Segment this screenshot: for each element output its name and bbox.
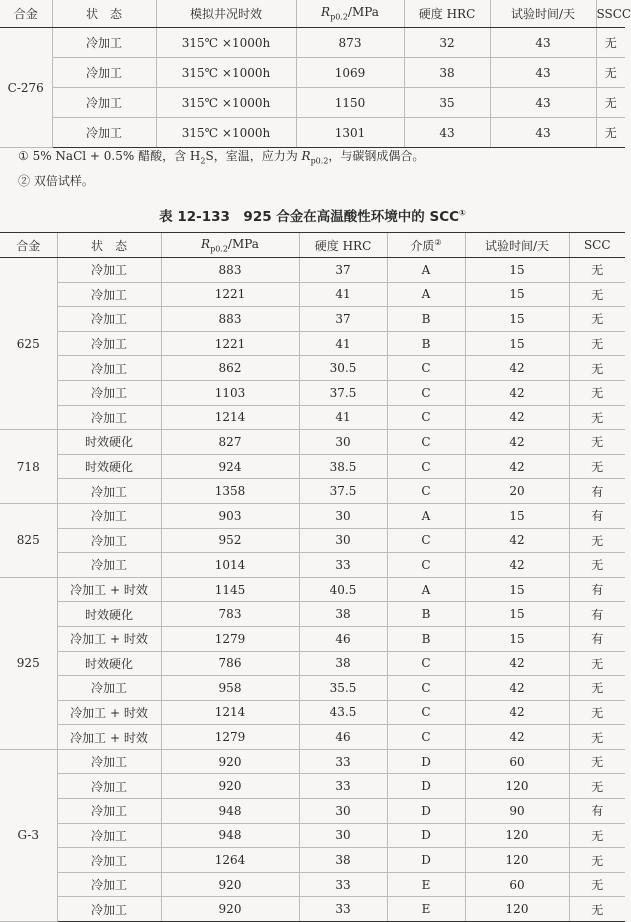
cell-aging: 315℃ ×1000h: [156, 88, 296, 118]
col-alloy: 合金: [0, 233, 57, 258]
table-row: [0, 118, 625, 148]
table-row: [0, 872, 625, 897]
cell-scc: 无: [569, 749, 625, 774]
cell-state: 冷加工: [57, 282, 161, 307]
table-row: [0, 528, 625, 553]
alloy-cell: G-3: [0, 749, 57, 921]
cell-state: 冷加工: [57, 553, 161, 578]
cell-state: 冷加工: [57, 848, 161, 873]
table-row: [0, 676, 625, 701]
cell-test-days: 42: [465, 651, 569, 676]
table-row: [0, 725, 625, 750]
table-row: [0, 331, 625, 356]
cell-test-days: 43: [490, 118, 596, 148]
cell-test-days: 42: [465, 356, 569, 381]
cell-state: 冷加工: [57, 872, 161, 897]
cell-scc: 无: [569, 848, 625, 873]
cell-scc: 无: [569, 725, 625, 750]
cell-test-days: 42: [465, 725, 569, 750]
cell-yield: 783: [161, 602, 299, 627]
col-sscc: SSCC: [596, 0, 625, 28]
cell-hardness: 30: [299, 503, 387, 528]
table-row: [0, 577, 625, 602]
cell-yield: 920: [161, 897, 299, 922]
cell-scc: 无: [569, 454, 625, 479]
col-alloy: 合金: [0, 0, 52, 28]
cell-medium: C: [387, 430, 465, 455]
table-row: [0, 651, 625, 676]
cell-state: 冷加工 + 时效: [57, 626, 161, 651]
cell-medium: C: [387, 553, 465, 578]
cell-scc: 无: [569, 528, 625, 553]
cell-state: 冷加工: [52, 58, 156, 88]
cell-hardness: 30: [299, 430, 387, 455]
cell-medium: D: [387, 749, 465, 774]
cell-hardness: 46: [299, 725, 387, 750]
cell-state: 冷加工: [52, 88, 156, 118]
cell-yield: 1221: [161, 282, 299, 307]
cell-scc: 无: [569, 356, 625, 381]
cell-hardness: 46: [299, 626, 387, 651]
table-header: [0, 233, 625, 258]
cell-hardness: 32: [404, 28, 490, 58]
cell-state: 冷加工: [52, 28, 156, 58]
table-row: [0, 454, 625, 479]
table-row: [0, 897, 625, 922]
col-state: 状 态: [52, 0, 156, 28]
cell-state: 冷加工: [57, 774, 161, 799]
cell-scc: 无: [569, 897, 625, 922]
alloy-cell: 625: [0, 258, 57, 430]
cell-aging: 315℃ ×1000h: [156, 118, 296, 148]
cell-scc: 有: [569, 503, 625, 528]
cell-state: 冷加工: [57, 823, 161, 848]
cell-medium: C: [387, 479, 465, 504]
cell-state: 冷加工: [57, 799, 161, 824]
cell-hardness: 37.5: [299, 479, 387, 504]
cell-medium: C: [387, 405, 465, 430]
col-yield: $R_{p0.2}$/MPa: [296, 0, 404, 28]
cell-hardness: 33: [299, 749, 387, 774]
cell-yield: 952: [161, 528, 299, 553]
cell-medium: E: [387, 872, 465, 897]
table-row: [0, 282, 625, 307]
alloy-cell: 825: [0, 503, 57, 577]
cell-medium: C: [387, 380, 465, 405]
cell-hardness: 30: [299, 823, 387, 848]
cell-yield: 883: [161, 307, 299, 332]
cell-test-days: 42: [465, 700, 569, 725]
cell-scc: 有: [569, 577, 625, 602]
cell-yield: 1214: [161, 405, 299, 430]
cell-test-days: 120: [465, 774, 569, 799]
cell-hardness: 33: [299, 872, 387, 897]
cell-test-days: 42: [465, 553, 569, 578]
cell-state: 冷加工: [57, 503, 161, 528]
cell-medium: B: [387, 602, 465, 627]
cell-yield: 1014: [161, 553, 299, 578]
cell-yield: 1358: [161, 479, 299, 504]
cell-medium: B: [387, 331, 465, 356]
cell-test-days: 43: [490, 88, 596, 118]
cell-hardness: 30.5: [299, 356, 387, 381]
cell-yield: 827: [161, 430, 299, 455]
cell-state: 冷加工: [57, 331, 161, 356]
cell-hardness: 38: [299, 651, 387, 676]
cell-test-days: 15: [465, 307, 569, 332]
cell-hardness: 43.5: [299, 700, 387, 725]
cell-medium: A: [387, 577, 465, 602]
cell-scc: 无: [569, 331, 625, 356]
cell-medium: C: [387, 528, 465, 553]
cell-scc: 无: [569, 430, 625, 455]
cell-scc: 有: [569, 626, 625, 651]
table-row: [0, 749, 625, 774]
col-yield: $R_{p0.2}$/MPa: [161, 233, 299, 258]
table-row: [0, 28, 625, 58]
cell-test-days: 42: [465, 405, 569, 430]
cell-scc: 无: [569, 258, 625, 283]
cell-yield: 1279: [161, 626, 299, 651]
cell-yield: 883: [161, 258, 299, 283]
col-aging: 模拟井况时效: [156, 0, 296, 28]
cell-scc: 无: [569, 676, 625, 701]
table-12-133-scc: [0, 232, 625, 922]
table-row: [0, 258, 625, 283]
cell-scc: 无: [569, 282, 625, 307]
cell-state: 冷加工 + 时效: [57, 725, 161, 750]
cell-sscc: 无: [596, 58, 625, 88]
cell-medium: A: [387, 282, 465, 307]
cell-yield: 1103: [161, 380, 299, 405]
cell-hardness: 41: [299, 405, 387, 430]
cell-test-days: 60: [465, 872, 569, 897]
table-row: [0, 799, 625, 824]
cell-hardness: 37.5: [299, 380, 387, 405]
cell-test-days: 15: [465, 602, 569, 627]
cell-medium: C: [387, 454, 465, 479]
cell-test-days: 60: [465, 749, 569, 774]
col-scc: SCC: [569, 233, 625, 258]
cell-test-days: 42: [465, 454, 569, 479]
cell-test-days: 15: [465, 258, 569, 283]
cell-hardness: 33: [299, 553, 387, 578]
cell-yield: 786: [161, 651, 299, 676]
cell-hardness: 37: [299, 307, 387, 332]
cell-state: 冷加工: [57, 897, 161, 922]
cell-scc: 无: [569, 405, 625, 430]
cell-hardness: 37: [299, 258, 387, 283]
cell-medium: C: [387, 700, 465, 725]
cell-state: 冷加工: [57, 258, 161, 283]
cell-state: 时效硬化: [57, 454, 161, 479]
table-row: [0, 307, 625, 332]
cell-hardness: 40.5: [299, 577, 387, 602]
table-row: [0, 356, 625, 381]
cell-hardness: 30: [299, 799, 387, 824]
cell-hardness: 38: [404, 58, 490, 88]
cell-hardness: 43: [404, 118, 490, 148]
cell-test-days: 42: [465, 528, 569, 553]
footnote-1: ① 5% NaCl + 0.5% 醋酸，含 $H_2S$，室温，应力为 $R_{p0.2}$，与碳钢成偶合。: [18, 149, 425, 166]
table-row: [0, 58, 625, 88]
cell-test-days: 43: [490, 28, 596, 58]
cell-hardness: 41: [299, 282, 387, 307]
cell-test-days: 120: [465, 848, 569, 873]
table-row: [0, 503, 625, 528]
cell-state: 时效硬化: [57, 430, 161, 455]
table-row: [0, 479, 625, 504]
alloy-cell: 718: [0, 430, 57, 504]
table-12-132-c276: [0, 0, 631, 148]
cell-medium: B: [387, 626, 465, 651]
cell-test-days: 42: [465, 676, 569, 701]
cell-yield: 1145: [161, 577, 299, 602]
cell-yield: 920: [161, 774, 299, 799]
cell-test-days: 15: [465, 331, 569, 356]
cell-state: 冷加工: [57, 380, 161, 405]
cell-scc: 无: [569, 823, 625, 848]
table-row: [0, 774, 625, 799]
cell-state: 冷加工: [57, 749, 161, 774]
col-test-days: 试验时间/天: [490, 0, 596, 28]
cell-yield: 1214: [161, 700, 299, 725]
table-row: [0, 88, 625, 118]
cell-hardness: 38.5: [299, 454, 387, 479]
cell-sscc: 无: [596, 118, 625, 148]
cell-yield: 924: [161, 454, 299, 479]
cell-yield: 920: [161, 872, 299, 897]
cell-test-days: 120: [465, 897, 569, 922]
cell-medium: C: [387, 356, 465, 381]
cell-scc: 无: [569, 700, 625, 725]
cell-sscc: 无: [596, 88, 625, 118]
cell-scc: 有: [569, 602, 625, 627]
table-row: [0, 700, 625, 725]
col-hardness: 硬度 HRC: [299, 233, 387, 258]
cell-state: 时效硬化: [57, 602, 161, 627]
cell-state: 冷加工: [57, 479, 161, 504]
table-caption: 表 12-133 925 合金在高温酸性环境中的 SCC①: [159, 208, 466, 225]
cell-test-days: 43: [490, 58, 596, 88]
cell-test-days: 15: [465, 503, 569, 528]
footnote-2: ② 双倍试样。: [18, 174, 94, 188]
cell-state: 冷加工 + 时效: [57, 700, 161, 725]
cell-yield: 862: [161, 356, 299, 381]
cell-yield: 958: [161, 676, 299, 701]
col-test-days: 试验时间/天: [465, 233, 569, 258]
cell-scc: 无: [569, 307, 625, 332]
cell-yield: 1264: [161, 848, 299, 873]
cell-scc: 无: [569, 553, 625, 578]
cell-medium: E: [387, 897, 465, 922]
cell-medium: C: [387, 725, 465, 750]
col-medium: 介质②: [387, 233, 465, 258]
cell-state: 冷加工: [52, 118, 156, 148]
cell-test-days: 15: [465, 577, 569, 602]
cell-scc: 无: [569, 380, 625, 405]
table-row: [0, 823, 625, 848]
cell-hardness: 35: [404, 88, 490, 118]
cell-test-days: 120: [465, 823, 569, 848]
cell-aging: 315℃ ×1000h: [156, 28, 296, 58]
cell-test-days: 15: [465, 282, 569, 307]
cell-yield: 1221: [161, 331, 299, 356]
cell-medium: D: [387, 848, 465, 873]
cell-state: 冷加工: [57, 307, 161, 332]
cell-yield: 948: [161, 823, 299, 848]
table-header: [0, 0, 625, 28]
cell-yield: 903: [161, 503, 299, 528]
cell-hardness: 30: [299, 528, 387, 553]
cell-hardness: 33: [299, 774, 387, 799]
cell-state: 冷加工: [57, 356, 161, 381]
cell-yield: 948: [161, 799, 299, 824]
cell-state: 冷加工 + 时效: [57, 577, 161, 602]
cell-state: 时效硬化: [57, 651, 161, 676]
col-state: 状 态: [57, 233, 161, 258]
table-row: [0, 430, 625, 455]
cell-scc: 无: [569, 872, 625, 897]
cell-yield: 920: [161, 749, 299, 774]
cell-state: 冷加工: [57, 676, 161, 701]
cell-scc: 有: [569, 479, 625, 504]
alloy-cell: C-276: [0, 28, 52, 148]
cell-medium: C: [387, 676, 465, 701]
cell-yield: 1301: [296, 118, 404, 148]
cell-medium: D: [387, 799, 465, 824]
table-row: [0, 848, 625, 873]
cell-scc: 无: [569, 774, 625, 799]
cell-aging: 315℃ ×1000h: [156, 58, 296, 88]
cell-state: 冷加工: [57, 528, 161, 553]
cell-scc: 无: [569, 651, 625, 676]
cell-medium: B: [387, 307, 465, 332]
cell-hardness: 33: [299, 897, 387, 922]
table-row: [0, 626, 625, 651]
table-row: [0, 602, 625, 627]
cell-yield: 1279: [161, 725, 299, 750]
cell-hardness: 38: [299, 602, 387, 627]
cell-test-days: 90: [465, 799, 569, 824]
table-row: [0, 380, 625, 405]
alloy-cell: 925: [0, 577, 57, 749]
cell-scc: 有: [569, 799, 625, 824]
cell-yield: 1069: [296, 58, 404, 88]
cell-yield: 1150: [296, 88, 404, 118]
cell-test-days: 42: [465, 380, 569, 405]
cell-medium: D: [387, 823, 465, 848]
cell-hardness: 35.5: [299, 676, 387, 701]
cell-medium: A: [387, 503, 465, 528]
cell-hardness: 38: [299, 848, 387, 873]
cell-test-days: 42: [465, 430, 569, 455]
cell-test-days: 20: [465, 479, 569, 504]
col-hardness: 硬度 HRC: [404, 0, 490, 28]
cell-yield: 873: [296, 28, 404, 58]
cell-hardness: 41: [299, 331, 387, 356]
cell-medium: A: [387, 258, 465, 283]
cell-sscc: 无: [596, 28, 625, 58]
table-row: [0, 553, 625, 578]
cell-medium: D: [387, 774, 465, 799]
table-row: [0, 405, 625, 430]
cell-test-days: 15: [465, 626, 569, 651]
cell-state: 冷加工: [57, 405, 161, 430]
cell-medium: C: [387, 651, 465, 676]
